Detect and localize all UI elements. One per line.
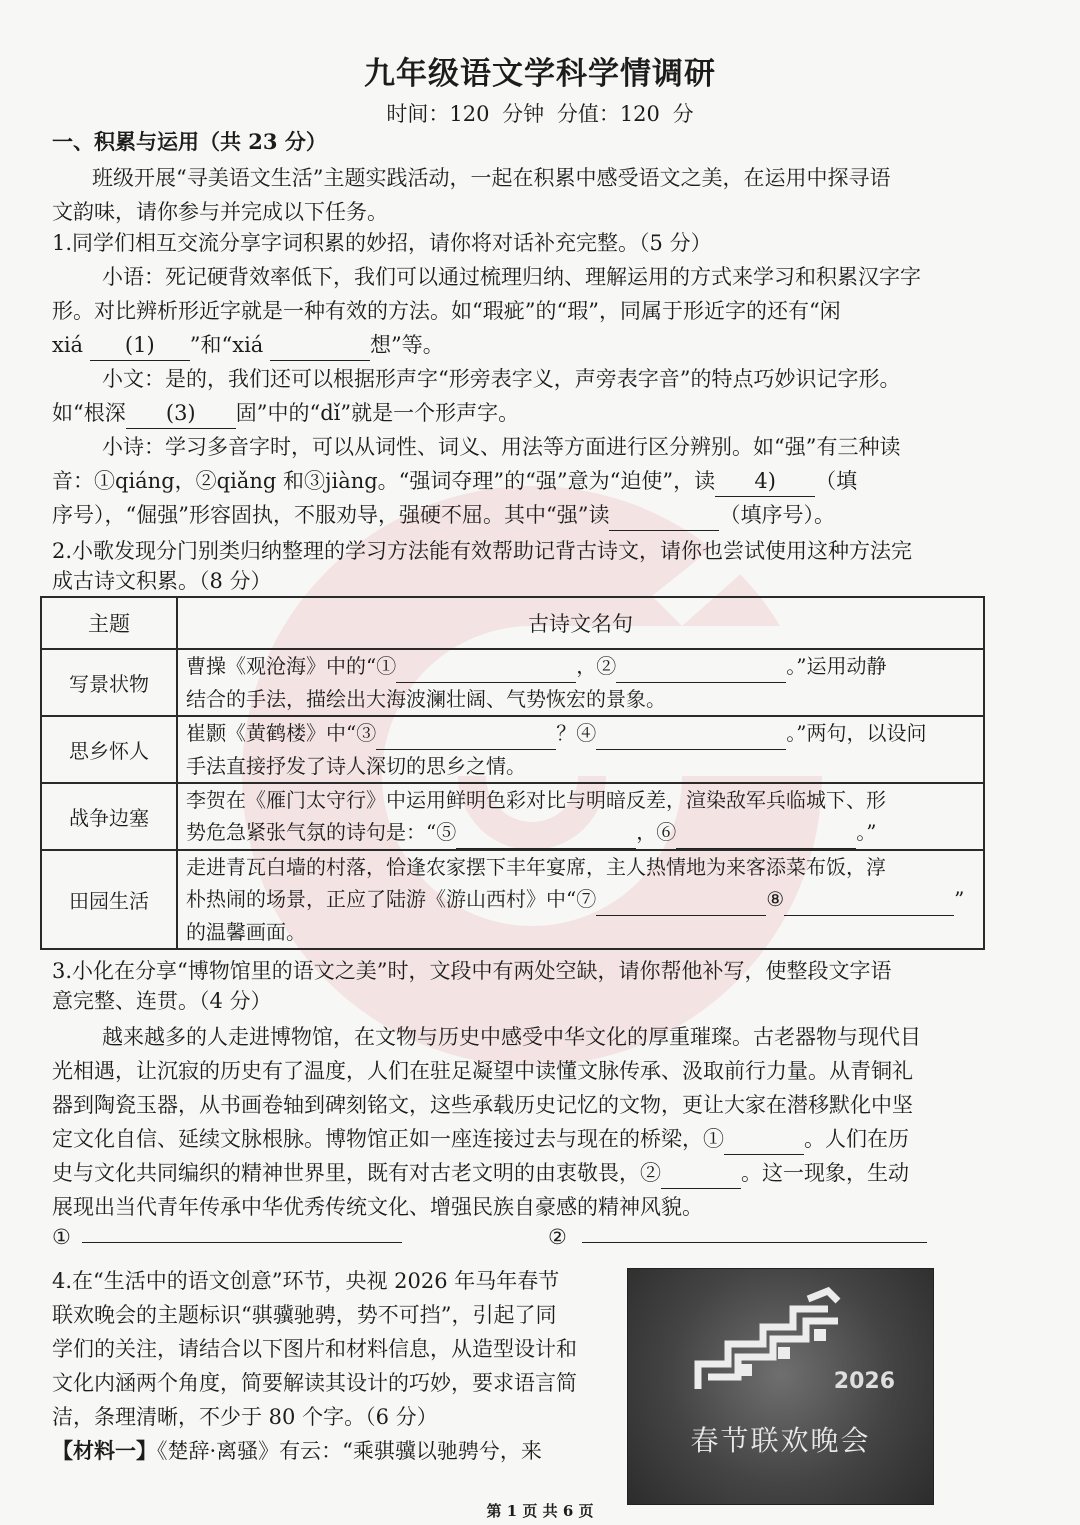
row-topic: 思乡怀人 [41, 716, 177, 783]
q4-line: 文化内涵两个角度，简要解读其设计的巧妙，要求语言简 [52, 1371, 577, 1395]
q3-text: 。人们在历 [804, 1127, 909, 1151]
q1-line: 形。对比辨析形近字就是一种有效的方法。如“瑕疵”的“瑕”，同属于形近字的还有“闲 [52, 299, 841, 323]
row-topic: 战争边塞 [41, 783, 177, 850]
cell-text: 。”运用动静 [786, 654, 887, 678]
q3-inline-blank-1[interactable] [724, 1124, 804, 1155]
page-number: 第 1 页 共 6 页 [486, 1502, 594, 1520]
cell-text: 势危急紧张气氛的诗句是：“⑤ [186, 820, 457, 844]
poem-blank-3[interactable] [376, 717, 556, 750]
cell-text: 朴热闹的场景，正应了陆游《游山西村》中“⑦ [186, 887, 597, 911]
q3-paragraph-line [52, 1124, 1027, 1155]
q4-line: 学们的关注，请结合以下图片和材料信息，从造型设计和 [52, 1337, 577, 1361]
cell-text: ，⑥ [636, 820, 677, 844]
answer-blank-1[interactable]: (1) [90, 330, 190, 361]
q1-line [52, 398, 1027, 429]
poem-blank-8[interactable] [784, 883, 954, 916]
cell-text: 李贺在《雁门太守行》中运用鲜明色彩对比与明暗反差，渲染敌军兵临城下、形 [186, 788, 886, 812]
q1-line [52, 330, 1027, 361]
table-row [41, 716, 984, 783]
q1-line: 小语：死记硬背效率低下，我们可以通过梳理归纳、理解运用的方式来学习和积累汉字字 [102, 265, 921, 289]
table-header-row [41, 597, 984, 649]
q3-stem: 3.小化在分享“博物馆里的语文之美”时，文段中有两处空缺，请你帮他补写，使整段文字语 [52, 959, 892, 983]
q2-stem: 2.小歌发现分门别类归纳整理的学习方法能有效帮助记背古诗文，请你也尝试使用这种方法完 [52, 539, 913, 563]
q1-line [52, 466, 1027, 497]
cell-text: 。” [856, 820, 877, 844]
table-row [41, 649, 984, 716]
section-intro-line: 班级开展“寻美语文生活”主题实践活动，一起在积累中感受语文之美，在运用中探寻语 [92, 166, 891, 190]
q3-text: 史与文化共同编织的精神世界里，既有对古老文明的由衷敬畏，② [52, 1161, 661, 1185]
cell-text: ，② [576, 654, 617, 678]
q1-text: 如“根深 [52, 401, 126, 425]
q1-line: 小诗：学习多音字时，可以从词性、词义、用法等方面进行区分辨别。如“强”有三种读 [102, 435, 901, 459]
cell-text: ” [954, 887, 965, 911]
q3-paragraph-line: 越来越多的人走进博物馆，在文物与历史中感受中华文化的厚重璀璨。古老器物与现代目 [102, 1025, 921, 1049]
cell-text: 的温馨画面。 [186, 920, 306, 944]
answer-label-1: ① [52, 1225, 71, 1249]
poem-blank-4[interactable] [596, 717, 786, 750]
gala-emblem-image [627, 1268, 934, 1505]
answer-blank-4[interactable]: 4) [715, 466, 815, 497]
q1-text: 想”等。 [370, 333, 444, 357]
row-content [177, 716, 984, 783]
q1-text: 序号），“倔强”形容固执，不服劝导，强硬不屈。其中“强”读 [52, 503, 610, 527]
answer-blank-3[interactable]: (3) [126, 398, 236, 429]
row-content [177, 783, 984, 850]
q3-inline-blank-2[interactable] [661, 1158, 741, 1189]
q3-paragraph-line: 展现出当代青年传承中华优秀传统文化、增强民族自豪感的精神风貌。 [52, 1195, 703, 1219]
q1-line: 小文：是的，我们还可以根据形声字“形旁表字义，声旁表字音”的特点巧妙识记字形。 [102, 367, 901, 391]
table-row [41, 783, 984, 850]
poem-blank-7[interactable] [596, 883, 766, 916]
cell-text: ⑧ [766, 887, 785, 911]
q1-text: （填序号）。 [719, 503, 835, 527]
q1-text: 固”中的“dǐ”就是一个形声字。 [235, 401, 520, 425]
cell-text: 走进青瓦白墙的村落，恰逢农家摆下丰年宴席，主人热情地为来客添菜布饭，淳 [186, 855, 886, 879]
poem-table [40, 596, 985, 950]
q3-paragraph-line [52, 1158, 1027, 1189]
q1-stem: 1.同学们相互交流分享字词积累的妙招，请你将对话补充完整。（5 分） [52, 231, 712, 255]
q3-text: 定文化自信、延续文脉根脉。博物馆正如一座连接过去与现在的桥梁，① [52, 1127, 724, 1151]
q4-text: 《楚辞·离骚》有云：“乘骐骥以驰骋兮，来 [157, 1439, 542, 1463]
q1-text: ”和“xiá [189, 333, 270, 357]
q1-text: xiá [52, 333, 90, 357]
q1-text: 音：①qiáng，②qiǎng 和③jiàng。“强词夺理”的“强”意为“迫使”，读 [52, 469, 716, 493]
poem-blank-5[interactable] [456, 816, 636, 849]
poem-blank-2[interactable] [616, 650, 786, 683]
answer-line-2[interactable] [582, 1240, 927, 1243]
poem-blank-6[interactable] [676, 816, 856, 849]
exam-meta: 时间：120 分钟 分值：120 分 [386, 102, 694, 126]
row-content [177, 850, 984, 949]
q3-stem: 意完整、连贯。（4 分） [52, 989, 272, 1013]
table-row [41, 850, 984, 949]
answer-blank-5[interactable] [609, 500, 719, 531]
row-topic: 写景状物 [41, 649, 177, 716]
q2-stem: 成古诗文积累。（8 分） [52, 569, 272, 593]
section-heading: 一、积累与运用（共 23 分） [52, 129, 327, 154]
answer-blank-2[interactable] [270, 330, 370, 361]
row-content [177, 649, 984, 716]
row-topic: 田园生活 [41, 850, 177, 949]
column-header-topic: 主题 [41, 597, 177, 649]
answer-line-1[interactable] [82, 1240, 402, 1243]
q3-paragraph-line: 器到陶瓷玉器，从书画卷轴到碑刻铭文，这些承载历史记忆的文物，更让大家在潜移默化中坚 [52, 1093, 913, 1117]
cell-text: 结合的手法，描绘出大海波澜壮阔、气势恢宏的景象。 [186, 687, 666, 711]
emblem-year: 2026 [833, 1369, 895, 1394]
q4-line: 4.在“生活中的语文创意”环节，央视 2026 年马年春节 [52, 1269, 560, 1293]
q1-line [52, 500, 1027, 531]
column-header-poem: 古诗文名句 [177, 597, 984, 649]
cell-text: 曹操《观沧海》中的“① [186, 654, 397, 678]
cell-text: ？④ [556, 721, 597, 745]
cell-text: 崔颢《黄鹤楼》中“③ [186, 721, 377, 745]
poem-blank-1[interactable] [396, 650, 576, 683]
cell-text: 。”两句，以设问 [786, 721, 927, 745]
q3-text: 。这一现象，生动 [741, 1161, 909, 1185]
q3-paragraph-line: 光相遇，让沉寂的历史有了温度，人们在驻足凝望中读懂文脉传承、汲取前行力量。从青铜礼 [52, 1059, 913, 1083]
page-title: 九年级语文学科学情调研 [364, 56, 716, 92]
q1-text: （填 [815, 469, 858, 493]
q4-line [52, 1436, 622, 1466]
q4-line: 洁，条理清晰，不少于 80 个字。（6 分） [52, 1405, 438, 1429]
material-label: 【材料一】 [52, 1438, 157, 1463]
section-intro-line: 文韵味，请你参与并完成以下任务。 [52, 200, 388, 224]
q4-line: 联欢晚会的主题标识“骐骥驰骋，势不可挡”，引起了同 [52, 1303, 557, 1327]
cell-text: 手法直接抒发了诗人深切的思乡之情。 [186, 754, 526, 778]
emblem-name: 春节联欢晚会 [690, 1424, 871, 1457]
answer-label-2: ② [548, 1225, 567, 1249]
